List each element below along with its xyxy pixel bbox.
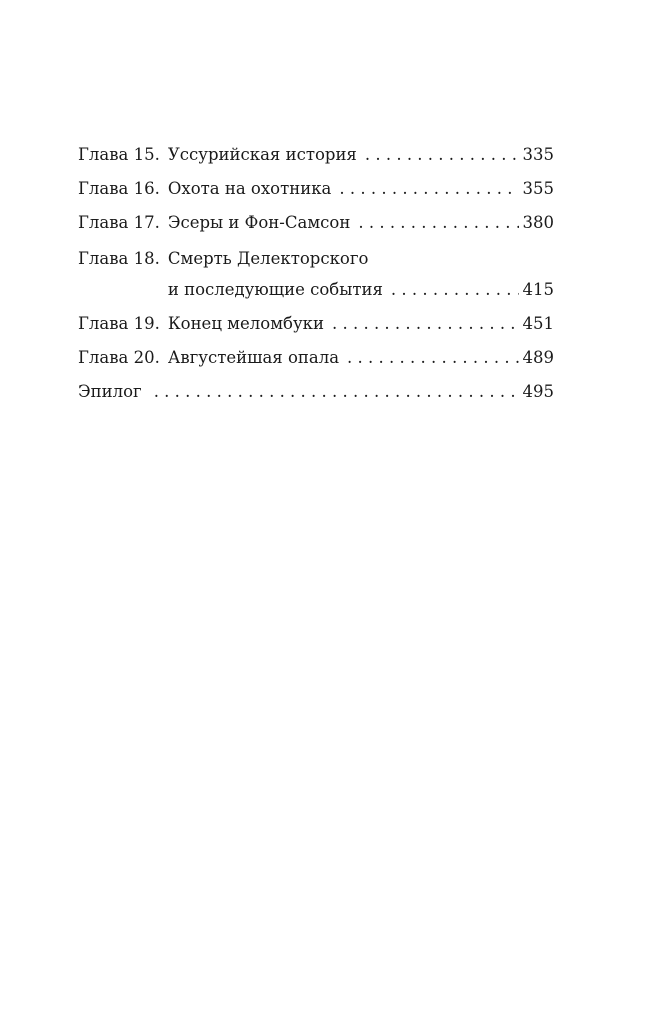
chapter-title: Уссурийская история [167,145,357,164]
toc-entry-chapter-16[interactable] [78,172,554,206]
dot-leader [358,206,518,240]
chapter-number: Глава 15. [78,145,160,164]
dot-leader [365,138,519,172]
chapter-number: Глава 20. [78,348,160,367]
dot-leader [154,375,519,409]
chapter-number: Глава 17. [78,213,160,232]
chapter-title: Конец меломбуки [167,314,324,333]
table-of-contents [78,138,554,409]
dot-leader [391,274,519,305]
toc-entry-chapter-17[interactable] [78,206,554,240]
page-number: 495 [522,382,554,401]
chapter-number: Глава 18. [78,249,160,268]
toc-entry-chapter-18[interactable] [78,243,554,305]
page-number: 335 [522,145,554,164]
page-number: 415 [522,280,554,299]
dot-leader [339,172,518,206]
toc-entry-chapter-15[interactable] [78,138,554,172]
page-number: 380 [522,213,554,232]
page-number: 355 [522,179,554,198]
toc-entry-chapter-20[interactable] [78,341,554,375]
chapter-number: Глава 16. [78,179,160,198]
chapter-title-line-1: Смерть Делекторского [167,249,369,268]
page-number: 451 [522,314,554,333]
toc-entry-chapter-19[interactable] [78,307,554,341]
dot-leader [332,307,519,341]
chapter-title: Охота на охотника [167,179,332,198]
epilogue-title: Эпилог [78,382,142,401]
page-number: 489 [522,348,554,367]
toc-entry-epilogue[interactable] [78,375,554,409]
chapter-title: Эсеры и Фон-Самсон [167,213,351,232]
chapter-number: Глава 19. [78,314,160,333]
dot-leader [347,341,518,375]
chapter-title: Августейшая опала [167,348,340,367]
chapter-title-line-2: и последующие события [167,280,383,299]
